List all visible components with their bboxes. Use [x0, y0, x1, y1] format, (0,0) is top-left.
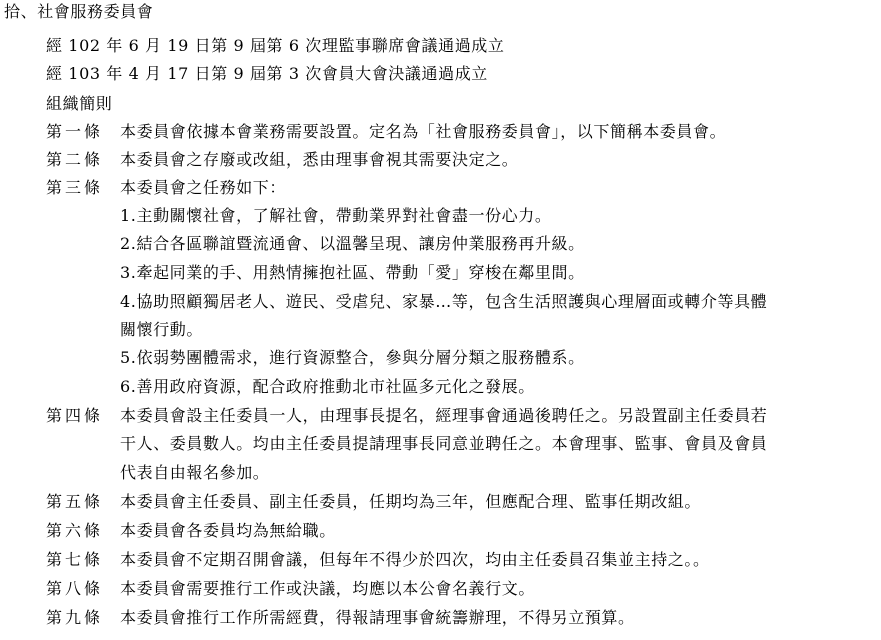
- task-item: 5.依弱勢團體需求，進行資源整合，參與分層分類之服務體系。: [120, 348, 585, 367]
- establishment-note-2: 經 103 年 4 月 17 日第 9 屆第 3 次會員大會決議通過成立: [46, 64, 488, 83]
- article-label: 第三條: [46, 178, 104, 197]
- article-text: 本委員會設主任委員一人，由理事長提名，經理事會通過後聘任之。另設置副主任委員若: [120, 406, 768, 425]
- article-text: 本委員會不定期召開會議，但每年不得少於四次，均由主任委員召集並主持之。。: [120, 550, 710, 569]
- article-text: 本委員會依據本會業務需要設置。定名為「社會服務委員會」，以下簡稱本委員會。: [120, 122, 727, 141]
- article-text: 代表自由報名參加。: [120, 463, 270, 482]
- article-label: 第六條: [46, 521, 104, 540]
- article-text: 本委員會主任委員、副主任委員，任期均為三年，但應配合理、監事任期改組。: [120, 492, 702, 511]
- task-item: 6.善用政府資源，配合政府推動北市社區多元化之發展。: [120, 377, 535, 396]
- article-label: 第一條: [46, 122, 104, 141]
- article-label: 第五條: [46, 492, 104, 511]
- task-item-continuation: 關懷行動。: [120, 320, 204, 339]
- document-title: 拾、社會服務委員會: [4, 2, 154, 21]
- article-label: 第四條: [46, 406, 104, 425]
- section-heading: 組織簡則: [46, 94, 113, 113]
- task-item: 1.主動關懷社會，了解社會，帶動業界對社會盡一份心力。: [120, 206, 552, 225]
- article-text: 本委員會需要推行工作或決議，均應以本公會名義行文。: [120, 579, 536, 598]
- task-item: 2.結合各區聯誼暨流通會、以溫馨呈現、讓房仲業服務再升級。: [120, 234, 585, 253]
- article-label: 第八條: [46, 579, 104, 598]
- article-text: 本委員會之存廢或改組，悉由理事會視其需要決定之。: [120, 150, 519, 169]
- article-label: 第九條: [46, 608, 104, 627]
- article-text: 本委員會各委員均為無給職。: [120, 521, 336, 540]
- task-item: 3.牽起同業的手、用熱情擁抱社區、帶動「愛」穿梭在鄰里間。: [120, 263, 585, 282]
- article-label: 第七條: [46, 550, 104, 569]
- article-text: 干人、委員數人。均由主任委員提請理事長同意並聘任之。本會理事、監事、會員及會員: [120, 434, 768, 453]
- article-text: 本委員會推行工作所需經費，得報請理事會統籌辦理，不得另立預算。: [120, 608, 635, 627]
- establishment-note-1: 經 102 年 6 月 19 日第 9 屆第 6 次理監事聯席會議通過成立: [46, 36, 505, 55]
- article-label: 第二條: [46, 150, 104, 169]
- task-item: 4.協助照顧獨居老人、遊民、受虐兒、家暴…等，包含生活照護與心理層面或轉介等具體: [120, 292, 768, 311]
- article-text: 本委員會之任務如下：: [120, 178, 287, 197]
